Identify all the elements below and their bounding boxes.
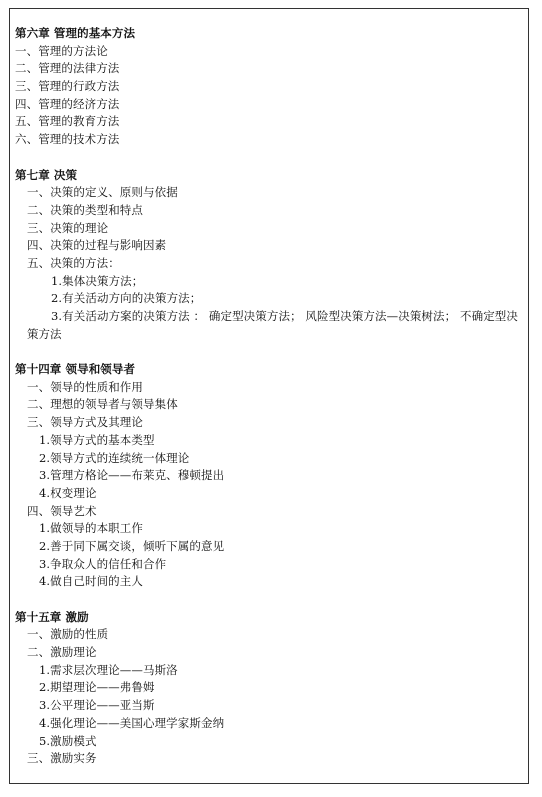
chapter-14-subitem: 3.争取众人的信任和合作 [39, 556, 167, 571]
chapter-14-subitem: 4.权变理论 [39, 485, 97, 500]
chapter-7-item: 三、决策的理论 [27, 220, 109, 235]
chapter-7-item: 四、决策的过程与影响因素 [27, 238, 167, 253]
chapter-7-item: 五、决策的方法： [27, 255, 120, 270]
chapter-6-item: 二、管理的法律方法 [15, 61, 120, 76]
chapter-6-item: 一、管理的方法论 [15, 43, 108, 58]
chapter-7-item: 一、决策的定义、原则与依据 [27, 185, 178, 200]
section-spacer [15, 591, 527, 609]
chapter-15-title: 第十五章 激励 [15, 609, 89, 624]
chapter-15-subitem: 5.激励模式 [39, 733, 97, 748]
chapter-14-subitem: 4.做自己时间的主人 [39, 574, 143, 589]
chapter-15-subitem: 3.公平理论——亚当斯 [39, 698, 155, 713]
chapter-14-subitem: 1.做领导的本职工作 [39, 521, 143, 536]
chapter-14-subitem: 2.善于同下属交谈，倾听下属的意见 [39, 538, 225, 553]
chapter-14-title: 第十四章 领导和领导者 [15, 362, 136, 377]
chapter-6-item: 四、管理的经济方法 [15, 96, 120, 111]
chapter-15-section: 二、激励理论 [27, 645, 97, 660]
chapter-14-subitem: 1.领导方式的基本类型 [39, 432, 155, 447]
chapter-6-title: 第六章 管理的基本方法 [15, 26, 136, 40]
chapter-14-subitem: 3.管理方格论——布莱克、穆顿提出 [39, 468, 225, 483]
chapter-15-subitem: 1.需求层次理论——马斯洛 [39, 662, 178, 677]
chapter-14-subitem: 2.领导方式的连续统一体理论 [39, 450, 190, 465]
section-spacer [15, 343, 527, 361]
chapter-7-item: 二、决策的类型和特点 [27, 202, 143, 217]
chapter-6-item: 六、管理的技术方法 [15, 132, 120, 147]
chapter-6-item: 三、管理的行政方法 [15, 79, 120, 94]
chapter-15-section: 一、激励的性质 [27, 627, 109, 642]
section-spacer [15, 149, 527, 167]
chapter-15-subitem: 4.强化理论——美国心理学家斯金纳 [39, 715, 225, 730]
chapter-14-section: 二、理想的领导者与领导集体 [27, 397, 178, 412]
chapter-7-method-continuation: 策方法 [27, 326, 62, 341]
chapter-14-section: 三、领导方式及其理论 [27, 415, 143, 430]
chapter-14-section: 四、领导艺术 [27, 503, 97, 518]
chapter-15-subitem: 2.期望理论——弗鲁姆 [39, 680, 155, 695]
chapter-7-method: 2.有关活动方向的决策方法； [51, 291, 202, 306]
chapter-14-section: 一、领导的性质和作用 [27, 379, 143, 394]
chapter-7-method: 1.集体决策方法； [51, 273, 144, 288]
chapter-7-title: 第七章 决策 [15, 167, 78, 182]
chapter-6-item: 五、管理的教育方法 [15, 114, 120, 129]
chapter-7-method: 3.有关活动方案的决策方法 ： 确定型决策方法； 风险型决策方法—决策树法； 不确定型决 [51, 309, 518, 323]
chapter-15-section: 三、激励实务 [27, 751, 97, 766]
document-content [15, 25, 527, 768]
